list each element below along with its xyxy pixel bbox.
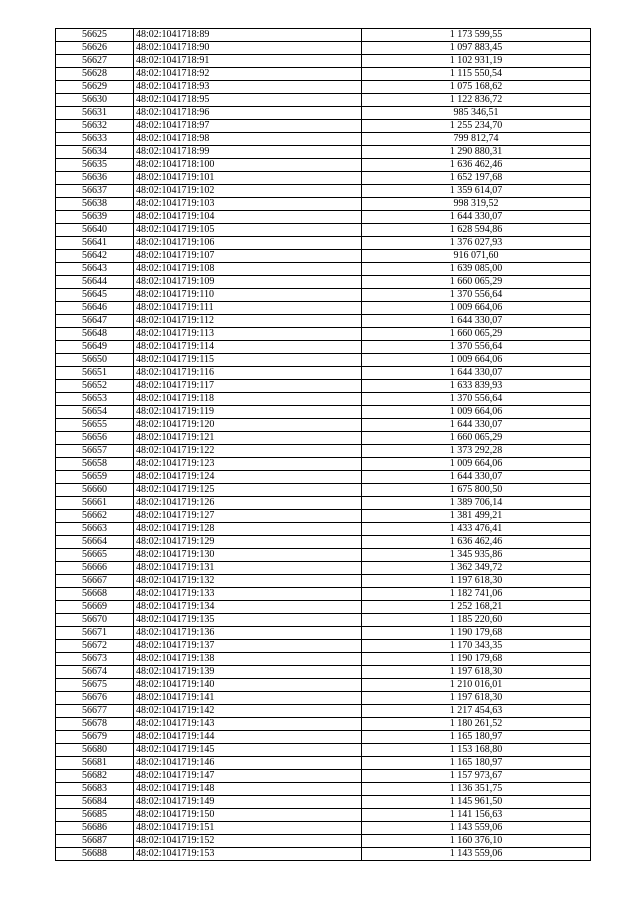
row-number-cell: 56668: [56, 588, 134, 601]
row-number-cell: 56633: [56, 133, 134, 146]
row-number-cell: 56655: [56, 419, 134, 432]
cadastral-number-cell: 48:02:1041718:89: [134, 29, 362, 42]
table-row: [56, 757, 591, 770]
row-number-cell: 56667: [56, 575, 134, 588]
cadastral-value-cell: 1 373 292,28: [362, 445, 591, 458]
table-row: [56, 692, 591, 705]
row-number-cell: 56664: [56, 536, 134, 549]
cadastral-value-cell: 1 141 156,63: [362, 809, 591, 822]
table-row: [56, 315, 591, 328]
table-row: [56, 55, 591, 68]
row-number-cell: 56671: [56, 627, 134, 640]
cadastral-number-cell: 48:02:1041719:149: [134, 796, 362, 809]
table-row: [56, 822, 591, 835]
cadastral-number-cell: 48:02:1041719:126: [134, 497, 362, 510]
cadastral-number-cell: 48:02:1041719:146: [134, 757, 362, 770]
cadastral-value-cell: 1 370 556,64: [362, 289, 591, 302]
cadastral-value-cell: 1 636 462,46: [362, 536, 591, 549]
cadastral-number-cell: 48:02:1041719:138: [134, 653, 362, 666]
table-row: [56, 328, 591, 341]
table-row: [56, 718, 591, 731]
cadastral-number-cell: 48:02:1041719:113: [134, 328, 362, 341]
row-number-cell: 56629: [56, 81, 134, 94]
cadastral-value-table: [55, 28, 591, 861]
cadastral-number-cell: 48:02:1041719:115: [134, 354, 362, 367]
table-row: [56, 172, 591, 185]
cadastral-value-cell: 1 359 614,07: [362, 185, 591, 198]
table-row: [56, 211, 591, 224]
row-number-cell: 56657: [56, 445, 134, 458]
row-number-cell: 56637: [56, 185, 134, 198]
cadastral-number-cell: 48:02:1041719:106: [134, 237, 362, 250]
row-number-cell: 56630: [56, 94, 134, 107]
row-number-cell: 56684: [56, 796, 134, 809]
row-number-cell: 56682: [56, 770, 134, 783]
cadastral-value-cell: 1 652 197,68: [362, 172, 591, 185]
cadastral-value-cell: 1 143 559,06: [362, 848, 591, 861]
table-row: [56, 731, 591, 744]
cadastral-number-cell: 48:02:1041719:107: [134, 250, 362, 263]
cadastral-number-cell: 48:02:1041719:128: [134, 523, 362, 536]
cadastral-value-cell: 1 115 550,54: [362, 68, 591, 81]
cadastral-value-cell: 1 628 594,86: [362, 224, 591, 237]
table-row: [56, 809, 591, 822]
cadastral-number-cell: 48:02:1041719:134: [134, 601, 362, 614]
cadastral-value-cell: 1 102 931,19: [362, 55, 591, 68]
cadastral-value-cell: 1 190 179,68: [362, 627, 591, 640]
cadastral-number-cell: 48:02:1041719:109: [134, 276, 362, 289]
table-row: [56, 523, 591, 536]
table-row: [56, 783, 591, 796]
cadastral-number-cell: 48:02:1041718:97: [134, 120, 362, 133]
row-number-cell: 56626: [56, 42, 134, 55]
row-number-cell: 56679: [56, 731, 134, 744]
row-number-cell: 56669: [56, 601, 134, 614]
cadastral-value-cell: 916 071,60: [362, 250, 591, 263]
cadastral-number-cell: 48:02:1041719:117: [134, 380, 362, 393]
cadastral-value-cell: 985 346,51: [362, 107, 591, 120]
cadastral-value-cell: 799 812,74: [362, 133, 591, 146]
row-number-cell: 56627: [56, 55, 134, 68]
table-row: [56, 848, 591, 861]
cadastral-value-cell: 1 180 261,52: [362, 718, 591, 731]
cadastral-number-cell: 48:02:1041719:142: [134, 705, 362, 718]
cadastral-number-cell: 48:02:1041719:102: [134, 185, 362, 198]
cadastral-value-cell: 1 217 454,63: [362, 705, 591, 718]
cadastral-number-cell: 48:02:1041718:90: [134, 42, 362, 55]
cadastral-number-cell: 48:02:1041719:132: [134, 575, 362, 588]
cadastral-value-cell: 1 182 741,06: [362, 588, 591, 601]
cadastral-number-cell: 48:02:1041719:116: [134, 367, 362, 380]
cadastral-value-cell: 1 639 085,00: [362, 263, 591, 276]
cadastral-number-cell: 48:02:1041719:141: [134, 692, 362, 705]
table-row: [56, 627, 591, 640]
cadastral-value-cell: 1 675 800,50: [362, 484, 591, 497]
cadastral-value-cell: 1 173 599,55: [362, 29, 591, 42]
cadastral-number-cell: 48:02:1041719:124: [134, 471, 362, 484]
cadastral-value-cell: 1 190 179,68: [362, 653, 591, 666]
cadastral-number-cell: 48:02:1041719:105: [134, 224, 362, 237]
table-row: [56, 640, 591, 653]
table-row: [56, 250, 591, 263]
cadastral-number-cell: 48:02:1041719:119: [134, 406, 362, 419]
row-number-cell: 56652: [56, 380, 134, 393]
cadastral-number-cell: 48:02:1041719:147: [134, 770, 362, 783]
cadastral-number-cell: 48:02:1041718:98: [134, 133, 362, 146]
cadastral-value-cell: 1 660 065,29: [362, 328, 591, 341]
table-row: [56, 458, 591, 471]
cadastral-number-cell: 48:02:1041718:99: [134, 146, 362, 159]
table-row: [56, 497, 591, 510]
table-row: [56, 42, 591, 55]
table-row: [56, 562, 591, 575]
row-number-cell: 56642: [56, 250, 134, 263]
table-row: [56, 367, 591, 380]
row-number-cell: 56650: [56, 354, 134, 367]
table-row: [56, 29, 591, 42]
row-number-cell: 56661: [56, 497, 134, 510]
table-row: [56, 588, 591, 601]
cadastral-number-cell: 48:02:1041719:104: [134, 211, 362, 224]
cadastral-value-cell: 1 153 168,80: [362, 744, 591, 757]
cadastral-number-cell: 48:02:1041719:148: [134, 783, 362, 796]
row-number-cell: 56678: [56, 718, 134, 731]
row-number-cell: 56625: [56, 29, 134, 42]
table-row: [56, 81, 591, 94]
cadastral-number-cell: 48:02:1041719:140: [134, 679, 362, 692]
table-row: [56, 705, 591, 718]
cadastral-number-cell: 48:02:1041719:143: [134, 718, 362, 731]
row-number-cell: 56644: [56, 276, 134, 289]
cadastral-number-cell: 48:02:1041719:131: [134, 562, 362, 575]
row-number-cell: 56688: [56, 848, 134, 861]
cadastral-number-cell: 48:02:1041718:96: [134, 107, 362, 120]
table-row: [56, 237, 591, 250]
table-row: [56, 666, 591, 679]
row-number-cell: 56672: [56, 640, 134, 653]
cadastral-number-cell: 48:02:1041719:122: [134, 445, 362, 458]
cadastral-value-cell: 1 197 618,30: [362, 666, 591, 679]
cadastral-value-cell: 1 389 706,14: [362, 497, 591, 510]
cadastral-number-cell: 48:02:1041718:93: [134, 81, 362, 94]
cadastral-number-cell: 48:02:1041719:144: [134, 731, 362, 744]
row-number-cell: 56673: [56, 653, 134, 666]
cadastral-number-cell: 48:02:1041719:133: [134, 588, 362, 601]
cadastral-value-cell: 1 009 664,06: [362, 354, 591, 367]
cadastral-number-cell: 48:02:1041719:139: [134, 666, 362, 679]
cadastral-value-cell: 1 433 476,41: [362, 523, 591, 536]
cadastral-number-cell: 48:02:1041719:114: [134, 341, 362, 354]
cadastral-number-cell: 48:02:1041719:152: [134, 835, 362, 848]
row-number-cell: 56683: [56, 783, 134, 796]
row-number-cell: 56674: [56, 666, 134, 679]
table-row: [56, 796, 591, 809]
cadastral-value-cell: 1 009 664,06: [362, 302, 591, 315]
cadastral-value-cell: 1 633 839,93: [362, 380, 591, 393]
cadastral-number-cell: 48:02:1041719:135: [134, 614, 362, 627]
row-number-cell: 56651: [56, 367, 134, 380]
row-number-cell: 56646: [56, 302, 134, 315]
row-number-cell: 56660: [56, 484, 134, 497]
cadastral-number-cell: 48:02:1041718:91: [134, 55, 362, 68]
row-number-cell: 56681: [56, 757, 134, 770]
table-row: [56, 770, 591, 783]
cadastral-value-cell: 1 644 330,07: [362, 367, 591, 380]
table-row: [56, 432, 591, 445]
row-number-cell: 56645: [56, 289, 134, 302]
table-row: [56, 146, 591, 159]
table-row: [56, 185, 591, 198]
cadastral-number-cell: 48:02:1041719:110: [134, 289, 362, 302]
cadastral-number-cell: 48:02:1041719:125: [134, 484, 362, 497]
row-number-cell: 56643: [56, 263, 134, 276]
row-number-cell: 56677: [56, 705, 134, 718]
cadastral-number-cell: 48:02:1041719:101: [134, 172, 362, 185]
row-number-cell: 56687: [56, 835, 134, 848]
cadastral-value-cell: 1 170 343,35: [362, 640, 591, 653]
cadastral-number-cell: 48:02:1041718:100: [134, 159, 362, 172]
table-row: [56, 653, 591, 666]
cadastral-value-cell: 1 255 234,70: [362, 120, 591, 133]
row-number-cell: 56641: [56, 237, 134, 250]
table-row: [56, 224, 591, 237]
cadastral-value-cell: 1 197 618,30: [362, 575, 591, 588]
row-number-cell: 56634: [56, 146, 134, 159]
cadastral-value-cell: 1 644 330,07: [362, 315, 591, 328]
cadastral-value-cell: 1 143 559,06: [362, 822, 591, 835]
row-number-cell: 56666: [56, 562, 134, 575]
cadastral-number-cell: 48:02:1041719:150: [134, 809, 362, 822]
row-number-cell: 56658: [56, 458, 134, 471]
cadastral-value-cell: 1 009 664,06: [362, 458, 591, 471]
cadastral-number-cell: 48:02:1041718:95: [134, 94, 362, 107]
row-number-cell: 56680: [56, 744, 134, 757]
cadastral-value-cell: 1 362 349,72: [362, 562, 591, 575]
cadastral-value-cell: 1 136 351,75: [362, 783, 591, 796]
cadastral-number-cell: 48:02:1041719:151: [134, 822, 362, 835]
table-row: [56, 302, 591, 315]
cadastral-number-cell: 48:02:1041719:120: [134, 419, 362, 432]
table-row: [56, 354, 591, 367]
table-row: [56, 133, 591, 146]
cadastral-value-cell: 1 009 664,06: [362, 406, 591, 419]
cadastral-value-cell: 1 160 376,10: [362, 835, 591, 848]
cadastral-value-cell: 1 644 330,07: [362, 471, 591, 484]
cadastral-value-cell: 1 376 027,93: [362, 237, 591, 250]
row-number-cell: 56639: [56, 211, 134, 224]
cadastral-value-cell: 1 290 880,31: [362, 146, 591, 159]
table-row: [56, 276, 591, 289]
cadastral-value-cell: 1 210 016,01: [362, 679, 591, 692]
cadastral-number-cell: 48:02:1041719:108: [134, 263, 362, 276]
cadastral-number-cell: 48:02:1041718:92: [134, 68, 362, 81]
table-row: [56, 406, 591, 419]
row-number-cell: 56676: [56, 692, 134, 705]
row-number-cell: 56662: [56, 510, 134, 523]
cadastral-value-cell: 1 381 499,21: [362, 510, 591, 523]
cadastral-value-cell: 1 075 168,62: [362, 81, 591, 94]
table-row: [56, 744, 591, 757]
cadastral-value-cell: 1 122 836,72: [362, 94, 591, 107]
cadastral-number-cell: 48:02:1041719:103: [134, 198, 362, 211]
cadastral-value-cell: 1 252 168,21: [362, 601, 591, 614]
cadastral-value-cell: 1 370 556,64: [362, 393, 591, 406]
table-row: [56, 419, 591, 432]
cadastral-value-cell: 1 165 180,97: [362, 731, 591, 744]
cadastral-number-cell: 48:02:1041719:118: [134, 393, 362, 406]
cadastral-value-cell: 1 165 180,97: [362, 757, 591, 770]
row-number-cell: 56638: [56, 198, 134, 211]
table-row: [56, 510, 591, 523]
row-number-cell: 56654: [56, 406, 134, 419]
cadastral-value-cell: 1 644 330,07: [362, 211, 591, 224]
cadastral-value-cell: 1 197 618,30: [362, 692, 591, 705]
table-row: [56, 263, 591, 276]
row-number-cell: 56632: [56, 120, 134, 133]
cadastral-number-cell: 48:02:1041719:145: [134, 744, 362, 757]
cadastral-number-cell: 48:02:1041719:137: [134, 640, 362, 653]
row-number-cell: 56653: [56, 393, 134, 406]
row-number-cell: 56635: [56, 159, 134, 172]
table-row: [56, 601, 591, 614]
row-number-cell: 56663: [56, 523, 134, 536]
row-number-cell: 56659: [56, 471, 134, 484]
row-number-cell: 56636: [56, 172, 134, 185]
table-row: [56, 341, 591, 354]
row-number-cell: 56665: [56, 549, 134, 562]
table-row: [56, 159, 591, 172]
cadastral-value-cell: 1 636 462,46: [362, 159, 591, 172]
table-row: [56, 536, 591, 549]
table-row: [56, 445, 591, 458]
cadastral-value-cell: 1 185 220,60: [362, 614, 591, 627]
table-row: [56, 94, 591, 107]
cadastral-number-cell: 48:02:1041719:111: [134, 302, 362, 315]
row-number-cell: 56647: [56, 315, 134, 328]
cadastral-number-cell: 48:02:1041719:121: [134, 432, 362, 445]
table-row: [56, 289, 591, 302]
row-number-cell: 56656: [56, 432, 134, 445]
cadastral-number-cell: 48:02:1041719:130: [134, 549, 362, 562]
row-number-cell: 56686: [56, 822, 134, 835]
table-row: [56, 484, 591, 497]
row-number-cell: 56640: [56, 224, 134, 237]
table-row: [56, 575, 591, 588]
table-row: [56, 471, 591, 484]
table-row: [56, 107, 591, 120]
row-number-cell: 56649: [56, 341, 134, 354]
table-row: [56, 549, 591, 562]
cadastral-number-cell: 48:02:1041719:127: [134, 510, 362, 523]
table-row: [56, 120, 591, 133]
cadastral-value-cell: 1 660 065,29: [362, 276, 591, 289]
cadastral-value-cell: 998 319,52: [362, 198, 591, 211]
cadastral-value-cell: 1 145 961,50: [362, 796, 591, 809]
table-row: [56, 614, 591, 627]
cadastral-number-cell: 48:02:1041719:112: [134, 315, 362, 328]
table-body: [56, 29, 591, 861]
cadastral-number-cell: 48:02:1041719:136: [134, 627, 362, 640]
cadastral-number-cell: 48:02:1041719:153: [134, 848, 362, 861]
row-number-cell: 56628: [56, 68, 134, 81]
cadastral-value-cell: 1 097 883,45: [362, 42, 591, 55]
table-row: [56, 679, 591, 692]
cadastral-value-cell: 1 157 973,67: [362, 770, 591, 783]
table-row: [56, 68, 591, 81]
cadastral-value-cell: 1 370 556,64: [362, 341, 591, 354]
cadastral-number-cell: 48:02:1041719:123: [134, 458, 362, 471]
table-row: [56, 393, 591, 406]
row-number-cell: 56675: [56, 679, 134, 692]
cadastral-value-cell: 1 660 065,29: [362, 432, 591, 445]
row-number-cell: 56685: [56, 809, 134, 822]
table-row: [56, 380, 591, 393]
cadastral-value-cell: 1 345 935,86: [362, 549, 591, 562]
cadastral-number-cell: 48:02:1041719:129: [134, 536, 362, 549]
row-number-cell: 56648: [56, 328, 134, 341]
table-row: [56, 198, 591, 211]
row-number-cell: 56670: [56, 614, 134, 627]
cadastral-value-cell: 1 644 330,07: [362, 419, 591, 432]
row-number-cell: 56631: [56, 107, 134, 120]
table-row: [56, 835, 591, 848]
